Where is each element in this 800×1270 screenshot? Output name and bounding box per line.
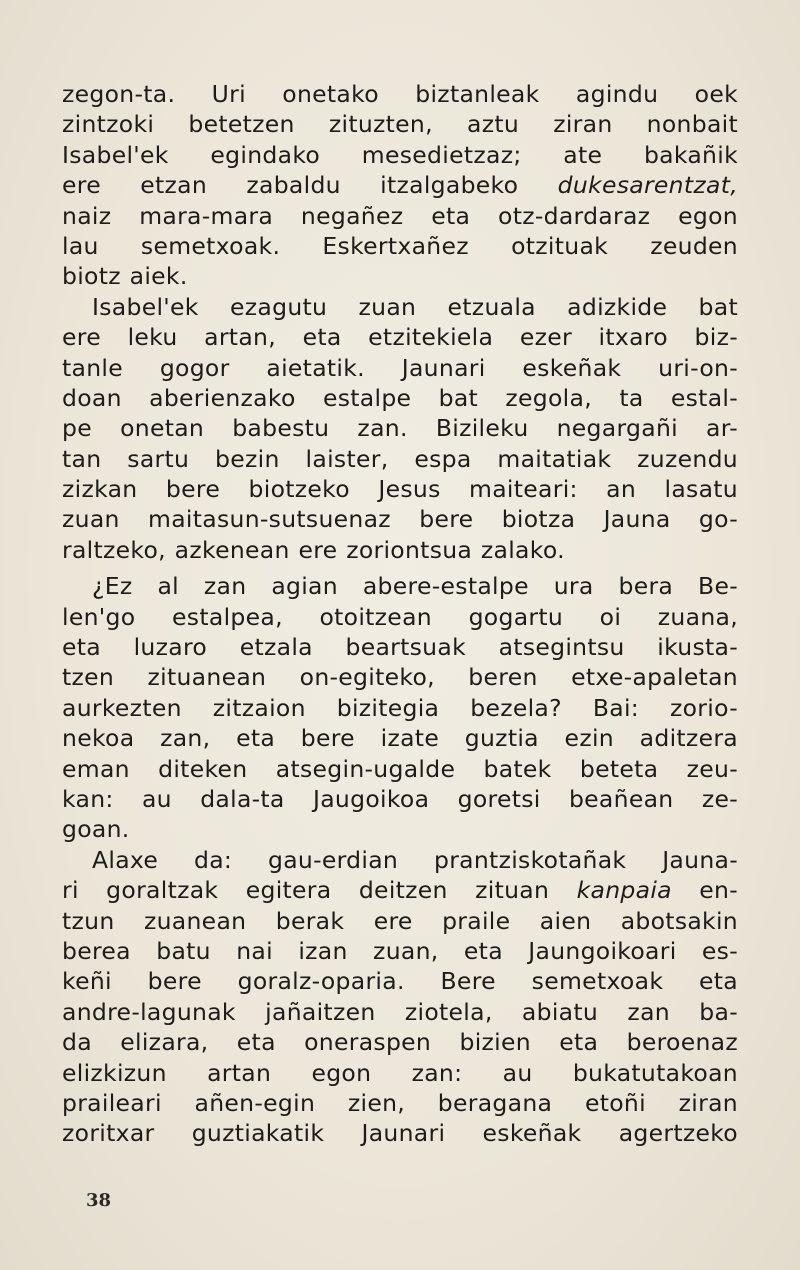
text-line: Alaxe da: gau-erdian prantziskotañak Jauna- <box>92 845 738 874</box>
text-line: ere leku artan, eta etzitekiela ezer itxaro biz- <box>62 323 738 352</box>
italic-word: kanpaia <box>576 876 672 905</box>
text-line: nekoa zan, eta bere izate guztia ezin aditzera <box>62 724 738 753</box>
text-line: tan sartu bezin laister, espa maitatiak zuzendu <box>62 444 738 473</box>
body-text <box>62 79 738 1149</box>
text-line <box>62 170 738 200</box>
text-line: praileari añen-egin zien, beragana etoñi ziran <box>62 1088 738 1117</box>
text-line: elizkizun artan egon zan: au bukatutakoan <box>62 1058 738 1087</box>
text-line: tanle gogor aietatik. Jaunari eskeñak uri-on- <box>62 353 738 382</box>
text-line: da elizara, eta oneraspen bizien eta beroenaz <box>62 1028 738 1057</box>
text-fragment: ere etzan zabaldu itzalgabeko <box>62 171 558 200</box>
text-line: naiz mara-mara negañez eta otz-dardaraz egon <box>62 201 738 230</box>
text-line: Isabel'ek ezagutu zuan etzuala adizkide bat <box>92 292 738 321</box>
text-line: berea batu nai izan zuan, eta Jaungoikoari es- <box>62 936 738 965</box>
text-line: lau semetxoak. Eskertxañez otzituak zeuden <box>62 231 738 260</box>
text-line: zegon-ta. Uri onetako biztanleak agindu oek <box>62 80 738 108</box>
text-line: zintzoki betetzen zituzten, aztu ziran nonbait <box>62 110 738 139</box>
text-line: Isabel'ek egindako mesedietzaz; ate bakañik <box>62 140 738 169</box>
text-line: raltzeko, azkenean ere zoriontsua zalako. <box>62 535 565 564</box>
text-line: zizkan bere biotzeko Jesus maiteari: an lasatu <box>62 475 738 504</box>
text-line: doan aberienzako estalpe bat zegola, ta estal- <box>62 383 738 412</box>
italic-word: dukesarentzat, <box>557 171 738 200</box>
text-line: kan: au dala-ta Jaugoikoa goretsi beañean ze- <box>62 784 738 813</box>
text-line: biotz aiek. <box>62 262 188 291</box>
text-line: tzun zuanean berak ere praile aien abotsakin <box>62 906 738 935</box>
text-line: zuan maitasun-sutsuenaz bere biotza Jauna go- <box>62 505 738 534</box>
text-line: keñi bere goralz-oparia. Bere semetxoak eta <box>62 967 738 996</box>
text-fragment: en- <box>671 876 738 905</box>
text-line: eta luzaro etzala beartsuak atsegintsu ikusta- <box>62 633 738 662</box>
text-line: goan. <box>62 815 130 844</box>
text-line: pe onetan babestu zan. Bizileku negargañi ar- <box>62 414 738 443</box>
text-line: len'go estalpea, otoitzean gogartu oi zuana, <box>62 602 738 631</box>
text-line: tzen zituanean on-egiteko, beren etxe-apaletan <box>62 663 738 692</box>
text-line: eman diteken atsegin-ugalde batek beteta zeu- <box>62 754 738 783</box>
text-line <box>62 875 738 905</box>
text-fragment: ri goraltzak egitera deitzen zituan <box>62 876 577 905</box>
text-line: zoritxar guztiakatik Jaunari eskeñak agertzeko <box>62 1119 738 1148</box>
text-line: andre-lagunak jañaitzen ziotela, abiatu zan ba- <box>62 997 738 1026</box>
text-line: ¿Ez al zan agian abere-estalpe ura bera Be- <box>92 572 738 601</box>
page-number: 38 <box>86 1190 112 1211</box>
text-line: aurkezten zitzaion bizitegia bezela? Bai: zorio- <box>62 693 738 722</box>
